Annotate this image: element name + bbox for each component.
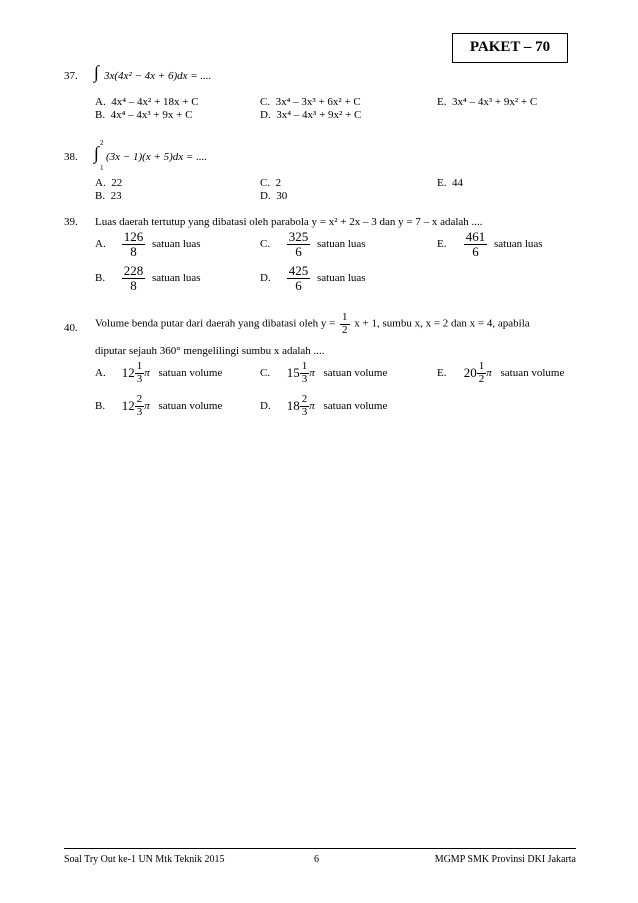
option-c: C. 15 $\frac{1}{3}$ π satuan volume (260, 360, 388, 385)
option-b: B. 23 (95, 190, 122, 202)
footer-right: MGMP SMK Provinsi DKI Jakarta (434, 854, 576, 865)
option-d: D. 18 $\frac{2}{3}$ π satuan volume (260, 393, 388, 418)
question-number: 40. (64, 322, 78, 334)
page-number: 6 (314, 854, 319, 865)
option-c: C. $\frac{325}{6}$ satuan luas (260, 229, 366, 259)
option-b: B. 4x⁴ – 4x³ + 9x + C (95, 109, 193, 121)
option-a: A. 4x⁴ – 4x² + 18x + C (95, 96, 199, 108)
question-text: Luas daerah tertutup yang dibatasi oleh parabola y = x² + 2x – 3 dan y = 7 – x adalah .... (95, 216, 483, 228)
integral-sign: ∫ (94, 62, 99, 82)
option-a: A. 12 $\frac{1}{3}$ π satuan volume (95, 360, 223, 385)
option-b: B. 12 $\frac{2}{3}$ π satuan volume (95, 393, 223, 418)
footer-left: Soal Try Out ke-1 UN Mtk Teknik 2015 (64, 854, 225, 865)
lower-limit: 1 (100, 164, 104, 172)
footer-divider (64, 848, 576, 849)
option-a: A. 22 (95, 177, 123, 189)
question-text: Volume benda putar dari daerah yang dibatasi oleh y = $\frac{1}{2}$ x + 1, sumbu x, x = 2 dan x = 4, apabila (95, 311, 530, 336)
option-d: D. 30 (260, 190, 288, 202)
integral-sign: ∫ (94, 143, 99, 163)
question-expression: (3x − 1)(x + 5)dx = .... (106, 151, 208, 163)
option-e: E. $\frac{461}{6}$ satuan luas (437, 229, 543, 259)
option-a: A. $\frac{126}{8}$ satuan luas (95, 229, 201, 259)
upper-limit: 2 (100, 139, 104, 147)
option-d: D. $\frac{425}{6}$ satuan luas (260, 263, 366, 293)
question-text-continued: diputar sejauh 360° mengelilingi sumbu x adalah .... (95, 345, 325, 357)
option-d: D. 3x⁴ – 4x³ + 9x² + C (260, 109, 362, 121)
question-number: 37. (64, 70, 78, 82)
option-e: E. 3x⁴ – 4x³ + 9x² + C (437, 96, 538, 108)
question-expression: 3x(4x² − 4x + 6)dx = .... (104, 70, 212, 82)
question-number: 39. (64, 216, 78, 228)
paket-label: PAKET – 70 (452, 33, 568, 63)
question-number: 38. (64, 151, 78, 163)
option-c: C. 3x⁴ – 3x³ + 6x² + C (260, 96, 361, 108)
option-e: E. 20 $\frac{1}{2}$ π satuan volume (437, 360, 565, 385)
option-e: E. 44 (437, 177, 463, 189)
option-b: B. $\frac{228}{8}$ satuan luas (95, 263, 201, 293)
option-c: C. 2 (260, 177, 282, 189)
